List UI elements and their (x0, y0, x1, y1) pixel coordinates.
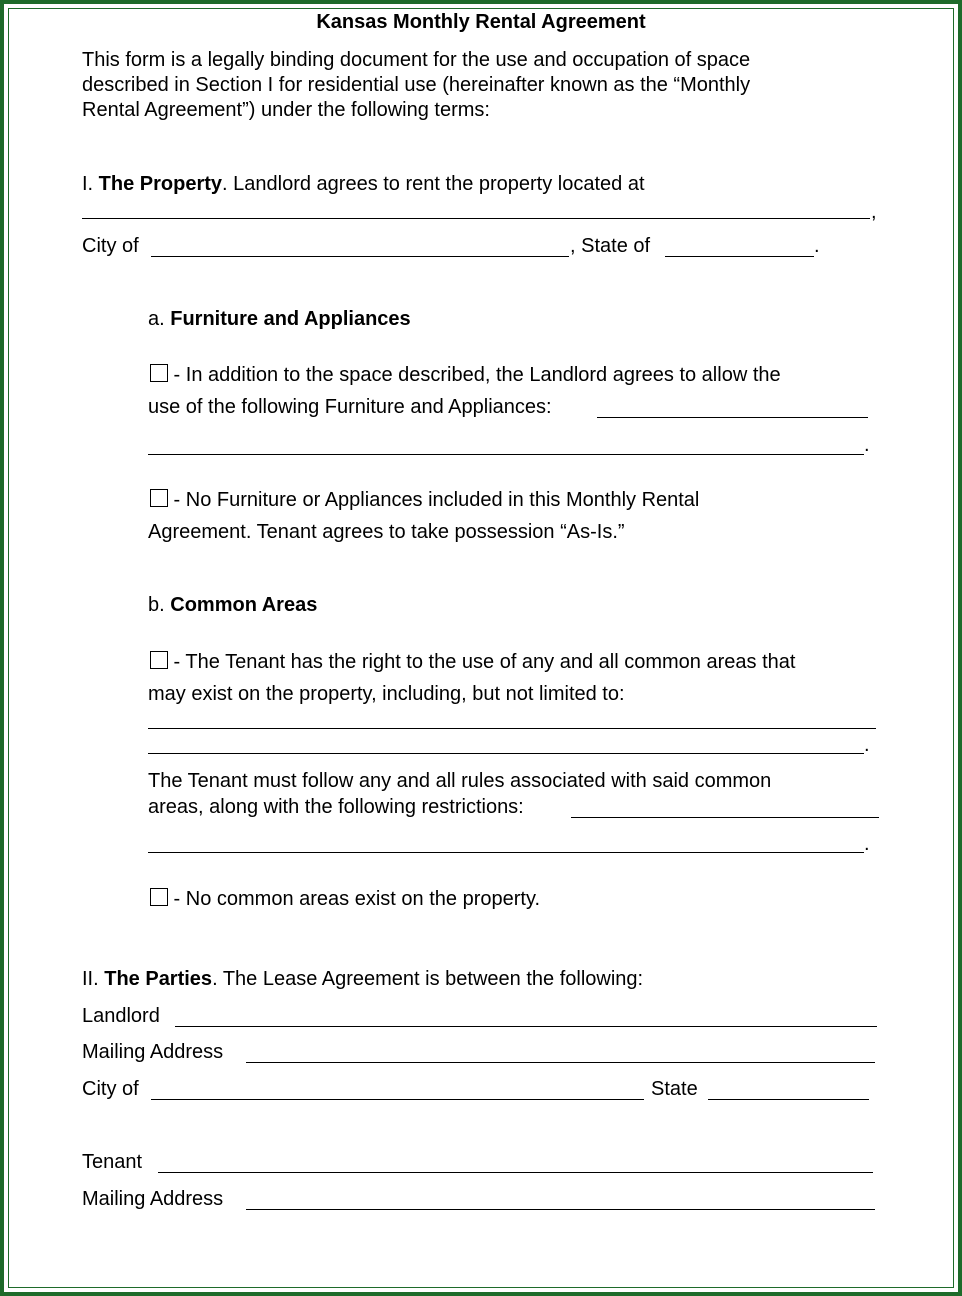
tenant-name-field[interactable] (158, 1172, 873, 1173)
common-rules-line1: The Tenant must follow any and all rules associated with said common (148, 770, 772, 792)
intro-line-1: This form is a legally binding document for the use and occupation of space (82, 49, 751, 71)
section2-number: II. (82, 968, 105, 990)
restrictions-field-1[interactable] (571, 817, 879, 818)
no-common-areas-checkbox[interactable] (150, 888, 168, 906)
landlord-city-field[interactable] (151, 1099, 644, 1100)
furniture-option1-line2: use of the following Furniture and Appliances: (148, 396, 552, 418)
document-title: Kansas Monthly Rental Agreement (316, 11, 646, 33)
property-city-field[interactable] (151, 256, 569, 257)
section1-city-label: City of (82, 235, 139, 257)
tenant-mailing-label: Mailing Address (82, 1188, 224, 1210)
landlord-city-label: City of (82, 1078, 139, 1100)
landlord-state-label: State (651, 1078, 698, 1100)
common-letter: b. (148, 594, 171, 616)
common-heading: Common Areas (170, 594, 318, 616)
no-furniture-checkbox[interactable] (150, 489, 168, 507)
landlord-mailing-label: Mailing Address (82, 1041, 224, 1063)
property-state-field[interactable] (665, 256, 814, 257)
common-rules-line2: areas, along with the following restrictions: (148, 796, 524, 818)
landlord-name-field[interactable] (175, 1026, 877, 1027)
furniture-heading-line (148, 307, 411, 331)
landlord-label: Landlord (82, 1005, 160, 1027)
furniture-letter: a. (148, 308, 171, 330)
furniture-option1-text: - In addition to the space described, the Landlord agrees to allow the (168, 364, 781, 386)
furniture-option2-line1 (150, 488, 699, 512)
common-option2-text: - No common areas exist on the property. (168, 888, 541, 910)
furniture-option2-line2: Agreement. Tenant agrees to take possession “As-Is.” (148, 521, 625, 543)
section2-heading: The Parties (104, 968, 213, 990)
furniture-option2-text: - No Furniture or Appliances included in this Monthly Rental (168, 489, 700, 511)
common-areas-field-2[interactable] (148, 753, 864, 754)
tenant-label: Tenant (82, 1151, 143, 1173)
state-period: . (814, 235, 820, 257)
tenant-mailing-field[interactable] (246, 1209, 875, 1210)
common-areas-field-1[interactable] (148, 728, 876, 729)
furniture-included-checkbox[interactable] (150, 364, 168, 382)
common-option1-line1 (150, 650, 795, 674)
section2-text: . The Lease Agreement is between the following: (212, 968, 644, 990)
furniture-list-field-2[interactable] (148, 454, 864, 455)
common-option1-line2: may exist on the property, including, but not limited to: (148, 683, 625, 705)
common-option1-text: - The Tenant has the right to the use of any and all common areas that (168, 651, 796, 673)
common-option2-line1 (150, 887, 540, 911)
section2-heading-line (82, 967, 643, 991)
restrictions-period: . (864, 833, 870, 855)
section1-number: I. (82, 173, 99, 195)
section1-text: . Landlord agrees to rent the property located at (222, 173, 645, 195)
address-comma: , (871, 201, 877, 223)
common-areas-checkbox[interactable] (150, 651, 168, 669)
common-heading-line (148, 593, 317, 617)
common-areas-period: . (864, 734, 870, 756)
restrictions-field-2[interactable] (148, 852, 864, 853)
intro-line-3: Rental Agreement”) under the following terms: (82, 99, 490, 121)
furniture-list-field-1[interactable] (597, 417, 868, 418)
section1-state-label: , State of (570, 235, 651, 257)
section1-heading-line (82, 172, 645, 196)
intro-line-2: described in Section I for residential use (hereinafter known as the “Monthly (82, 74, 751, 96)
section1-heading: The Property (98, 173, 223, 195)
furniture-option1-line1 (150, 363, 781, 387)
furniture-period: . (864, 434, 870, 456)
landlord-mailing-field[interactable] (246, 1062, 875, 1063)
property-address-field[interactable] (82, 218, 870, 219)
landlord-state-field[interactable] (708, 1099, 869, 1100)
furniture-heading: Furniture and Appliances (170, 308, 411, 330)
page-frame-inner (8, 8, 954, 1288)
